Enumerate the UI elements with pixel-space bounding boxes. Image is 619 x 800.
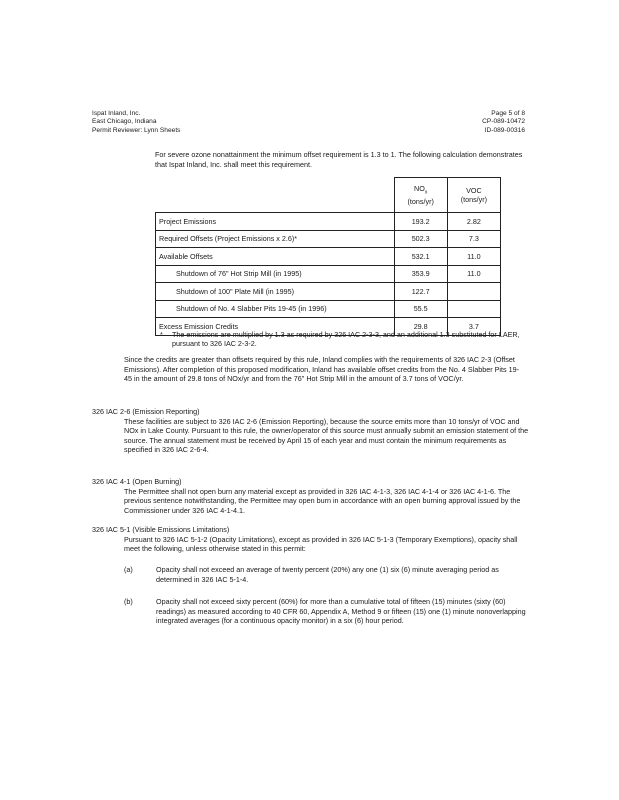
section-open-burning — [92, 477, 532, 515]
table-row — [156, 230, 501, 248]
row-voc — [447, 283, 500, 301]
table-header-row — [156, 178, 501, 213]
row-voc: 11.0 — [447, 265, 500, 283]
item-text: Opacity shall not exceed sixty percent (60%) for more than a cumulative total of fifteen (15) minutes (sixty (60) readings) as measured according to 40 CFR 60, Appendix A, Method 9 or fifteen (15) one (1) minute nonoverlapping integrated averages (for a continuous opacity monitor) in a six (6) hour period. — [156, 597, 526, 626]
table-header-nox: $NO_x$ (tons/yr) — [394, 178, 447, 213]
table-row — [156, 300, 501, 318]
header-permit-number: CP-089-10472 — [482, 118, 525, 126]
row-nox: 122.7 — [394, 283, 447, 301]
row-nox: 55.5 — [394, 300, 447, 318]
table-row — [156, 265, 501, 283]
table-footnote — [160, 330, 520, 348]
header-right — [482, 110, 525, 135]
opacity-item-a — [124, 565, 534, 584]
row-label: Shutdown of No. 4 Slabber Pits 19-45 (in 1996) — [156, 300, 395, 318]
section-title: 326 IAC 2-6 (Emission Reporting) — [92, 407, 200, 416]
table-header-blank — [156, 178, 395, 213]
opacity-item-b — [124, 597, 534, 626]
table-row — [156, 283, 501, 301]
intro-paragraph: For severe ozone nonattainment the minimum offset requirement is 1.3 to 1. The following calculation demonstrates that Ispat Inland, Inc. shall meet this requirement. — [155, 150, 523, 169]
row-label: Shutdown of 76" Hot Strip Mill (in 1995) — [156, 265, 395, 283]
row-nox: 29.8 — [394, 318, 447, 336]
emissions-table — [155, 177, 501, 336]
row-voc: 11.0 — [447, 248, 500, 266]
table-row — [156, 213, 501, 231]
header-location: East Chicago, Indiana — [92, 118, 157, 126]
row-nox: 353.9 — [394, 265, 447, 283]
row-voc — [447, 300, 500, 318]
offset-compliance-paragraph: Since the credits are greater than offsets required by this rule, Inland complies with the requirements of 326 IAC 2-3 (Offset Emissions). After completion of this proposed modification, Inland has available offset credits from the No. 4 Slabber Pits 19-45 in the amount of 29.8 tons of NOx/yr and from the 76" Hot Strip Mill in the amount of 3.7 tons of VOC/yr. — [124, 355, 519, 384]
footnote-star: * — [160, 330, 163, 339]
header-company: Ispat Inland, Inc. — [92, 110, 141, 117]
section-title: 326 IAC 4-1 (Open Burning) — [92, 477, 182, 486]
item-text: Opacity shall not exceed an average of twenty percent (20%) any one (1) six (6) minute averaging period as determined in 326 IAC 5-1-4. — [156, 565, 499, 584]
section-body: Pursuant to 326 IAC 5-1-2 (Opacity Limitations), except as provided in 326 IAC 5-1-3 (Temporary Exemptions), opacity shall meet the following, unless otherwise stated in this permit: — [124, 534, 518, 554]
row-label: Shutdown of 100" Plate Mill (in 1995) — [156, 283, 395, 301]
row-label: Available Offsets — [156, 248, 395, 266]
header-page: Page 5 of 8 — [491, 110, 525, 117]
header-id-number: ID-089-00316 — [484, 126, 525, 134]
row-nox: 193.2 — [394, 213, 447, 231]
item-marker: (b) — [124, 597, 133, 606]
footnote-text: The emissions are multiplied by 1.3 as required by 326 IAC 2-3-3, and an additional 1.3 substituted for LAER, pursuant to 326 IAC 2-3-2. — [172, 330, 520, 349]
row-voc: 2.82 — [447, 213, 500, 231]
section-body: These facilities are subject to 326 IAC 2-6 (Emission Reporting), because the source emits more than 10 tons/yr of VOC and NOx in Lake County. Pursuant to this rule, the owner/operator of this source must annually submit an emission statement of the source. The annual statement must be received by April 15 of each year and must contain the minimum requirements as specified in 326 IAC 2-6-4. — [124, 416, 529, 455]
row-nox: 502.3 — [394, 230, 447, 248]
row-voc: 3.7 — [447, 318, 500, 336]
item-marker: (a) — [124, 565, 133, 574]
row-label: Excess Emission Credits — [156, 318, 395, 336]
header-left — [92, 110, 180, 135]
row-nox: 532.1 — [394, 248, 447, 266]
section-emission-reporting — [92, 407, 532, 455]
table-header-voc: VOC (tons/yr) — [447, 178, 500, 213]
table-row — [156, 248, 501, 266]
section-title: 326 IAC 5-1 (Visible Emissions Limitations) — [92, 525, 230, 534]
header-reviewer: Permit Reviewer: Lynn Sheets — [92, 126, 181, 134]
row-voc: 7.3 — [447, 230, 500, 248]
section-body: The Permittee shall not open burn any material except as provided in 326 IAC 4-1-3, 326 IAC 4-1-4 or 326 IAC 4-1-6. The previous sentence notwithstanding, the Permittee may open burn in accordance with an open burning approval issued by the Commissioner under 326 IAC 4-1-4.1. — [124, 486, 521, 515]
row-label: Project Emissions — [156, 213, 395, 231]
row-label: Required Offsets (Project Emissions x 2.6)* — [156, 230, 395, 248]
section-visible-emissions — [92, 525, 532, 554]
